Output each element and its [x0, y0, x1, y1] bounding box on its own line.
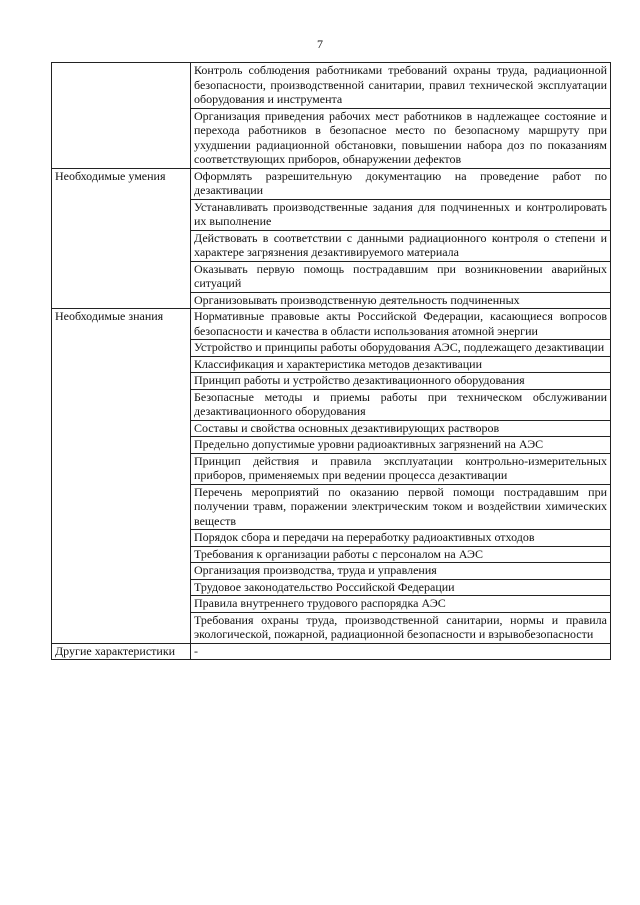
section-label: Необходимые умения [52, 168, 191, 309]
requirement-item: Устройство и принципы работы оборудования АЭС, подлежащего дезактивации [191, 340, 611, 357]
requirement-item: Организовывать производственную деятельность подчиненных [191, 292, 611, 309]
requirement-item: Перечень мероприятий по оказанию первой помощи пострадавшим при получении травм, поражении электрическим током и воздействии химических веществ [191, 484, 611, 530]
requirement-item: Действовать в соответствии с данными радиационного контроля о степени и характере загрязнения дезактивируемого материала [191, 230, 611, 261]
requirement-item: Классификация и характеристика методов дезактивации [191, 356, 611, 373]
page-number: 7 [317, 37, 323, 51]
requirement-item: Оформлять разрешительную документацию на проведение работ по дезактивации [191, 168, 611, 199]
section-label: Необходимые знания [52, 309, 191, 644]
table-row [52, 643, 611, 660]
requirement-item: Нормативные правовые акты Российской Федерации, касающиеся вопросов безопасности и качества в области использования атомной энергии [191, 309, 611, 340]
requirement-item: Предельно допустимые уровни радиоактивных загрязнений на АЭС [191, 437, 611, 454]
competency-table [51, 62, 611, 660]
requirement-item: Оказывать первую помощь пострадавшим при возникновении аварийных ситуаций [191, 261, 611, 292]
table-row [52, 309, 611, 340]
requirement-item: Организация приведения рабочих мест работников в надлежащее состояние и перехода работников в безопасное место по безопасному маршруту при ухудшении радиационной обстановки, повышении набора доз по показаниям соответствующих приборов, обнаружении дефектов [191, 108, 611, 168]
requirement-item: - [191, 643, 611, 660]
requirement-item: Безопасные методы и приемы работы при техническом обслуживании дезактивационного оборудования [191, 389, 611, 420]
requirement-item: Устанавливать производственные задания для подчиненных и контролировать их выполнение [191, 199, 611, 230]
competency-table-body [52, 63, 611, 660]
requirement-item: Составы и свойства основных дезактивирующих растворов [191, 420, 611, 437]
requirement-item: Контроль соблюдения работниками требований охраны труда, радиационной безопасности, производственной санитарии, правил технической эксплуатации оборудования и инструмента [191, 63, 611, 109]
requirement-item: Правила внутреннего трудового распорядка АЭС [191, 596, 611, 613]
requirement-item: Организация производства, труда и управления [191, 563, 611, 580]
section-label [52, 63, 191, 169]
table-row [52, 168, 611, 199]
requirement-item: Порядок сбора и передачи на переработку радиоактивных отходов [191, 530, 611, 547]
section-label: Другие характеристики [52, 643, 191, 660]
table-row [52, 63, 611, 109]
requirement-item: Требования охраны труда, производственной санитарии, нормы и правила экологической, пожарной, радиационной безопасности и взрывобезопасности [191, 612, 611, 643]
requirement-item: Требования к организации работы с персоналом на АЭС [191, 546, 611, 563]
requirement-item: Трудовое законодательство Российской Федерации [191, 579, 611, 596]
requirement-item: Принцип действия и правила эксплуатации контрольно-измерительных приборов, применяемых при ведении процесса дезактивации [191, 453, 611, 484]
requirement-item: Принцип работы и устройство дезактивационного оборудования [191, 373, 611, 390]
